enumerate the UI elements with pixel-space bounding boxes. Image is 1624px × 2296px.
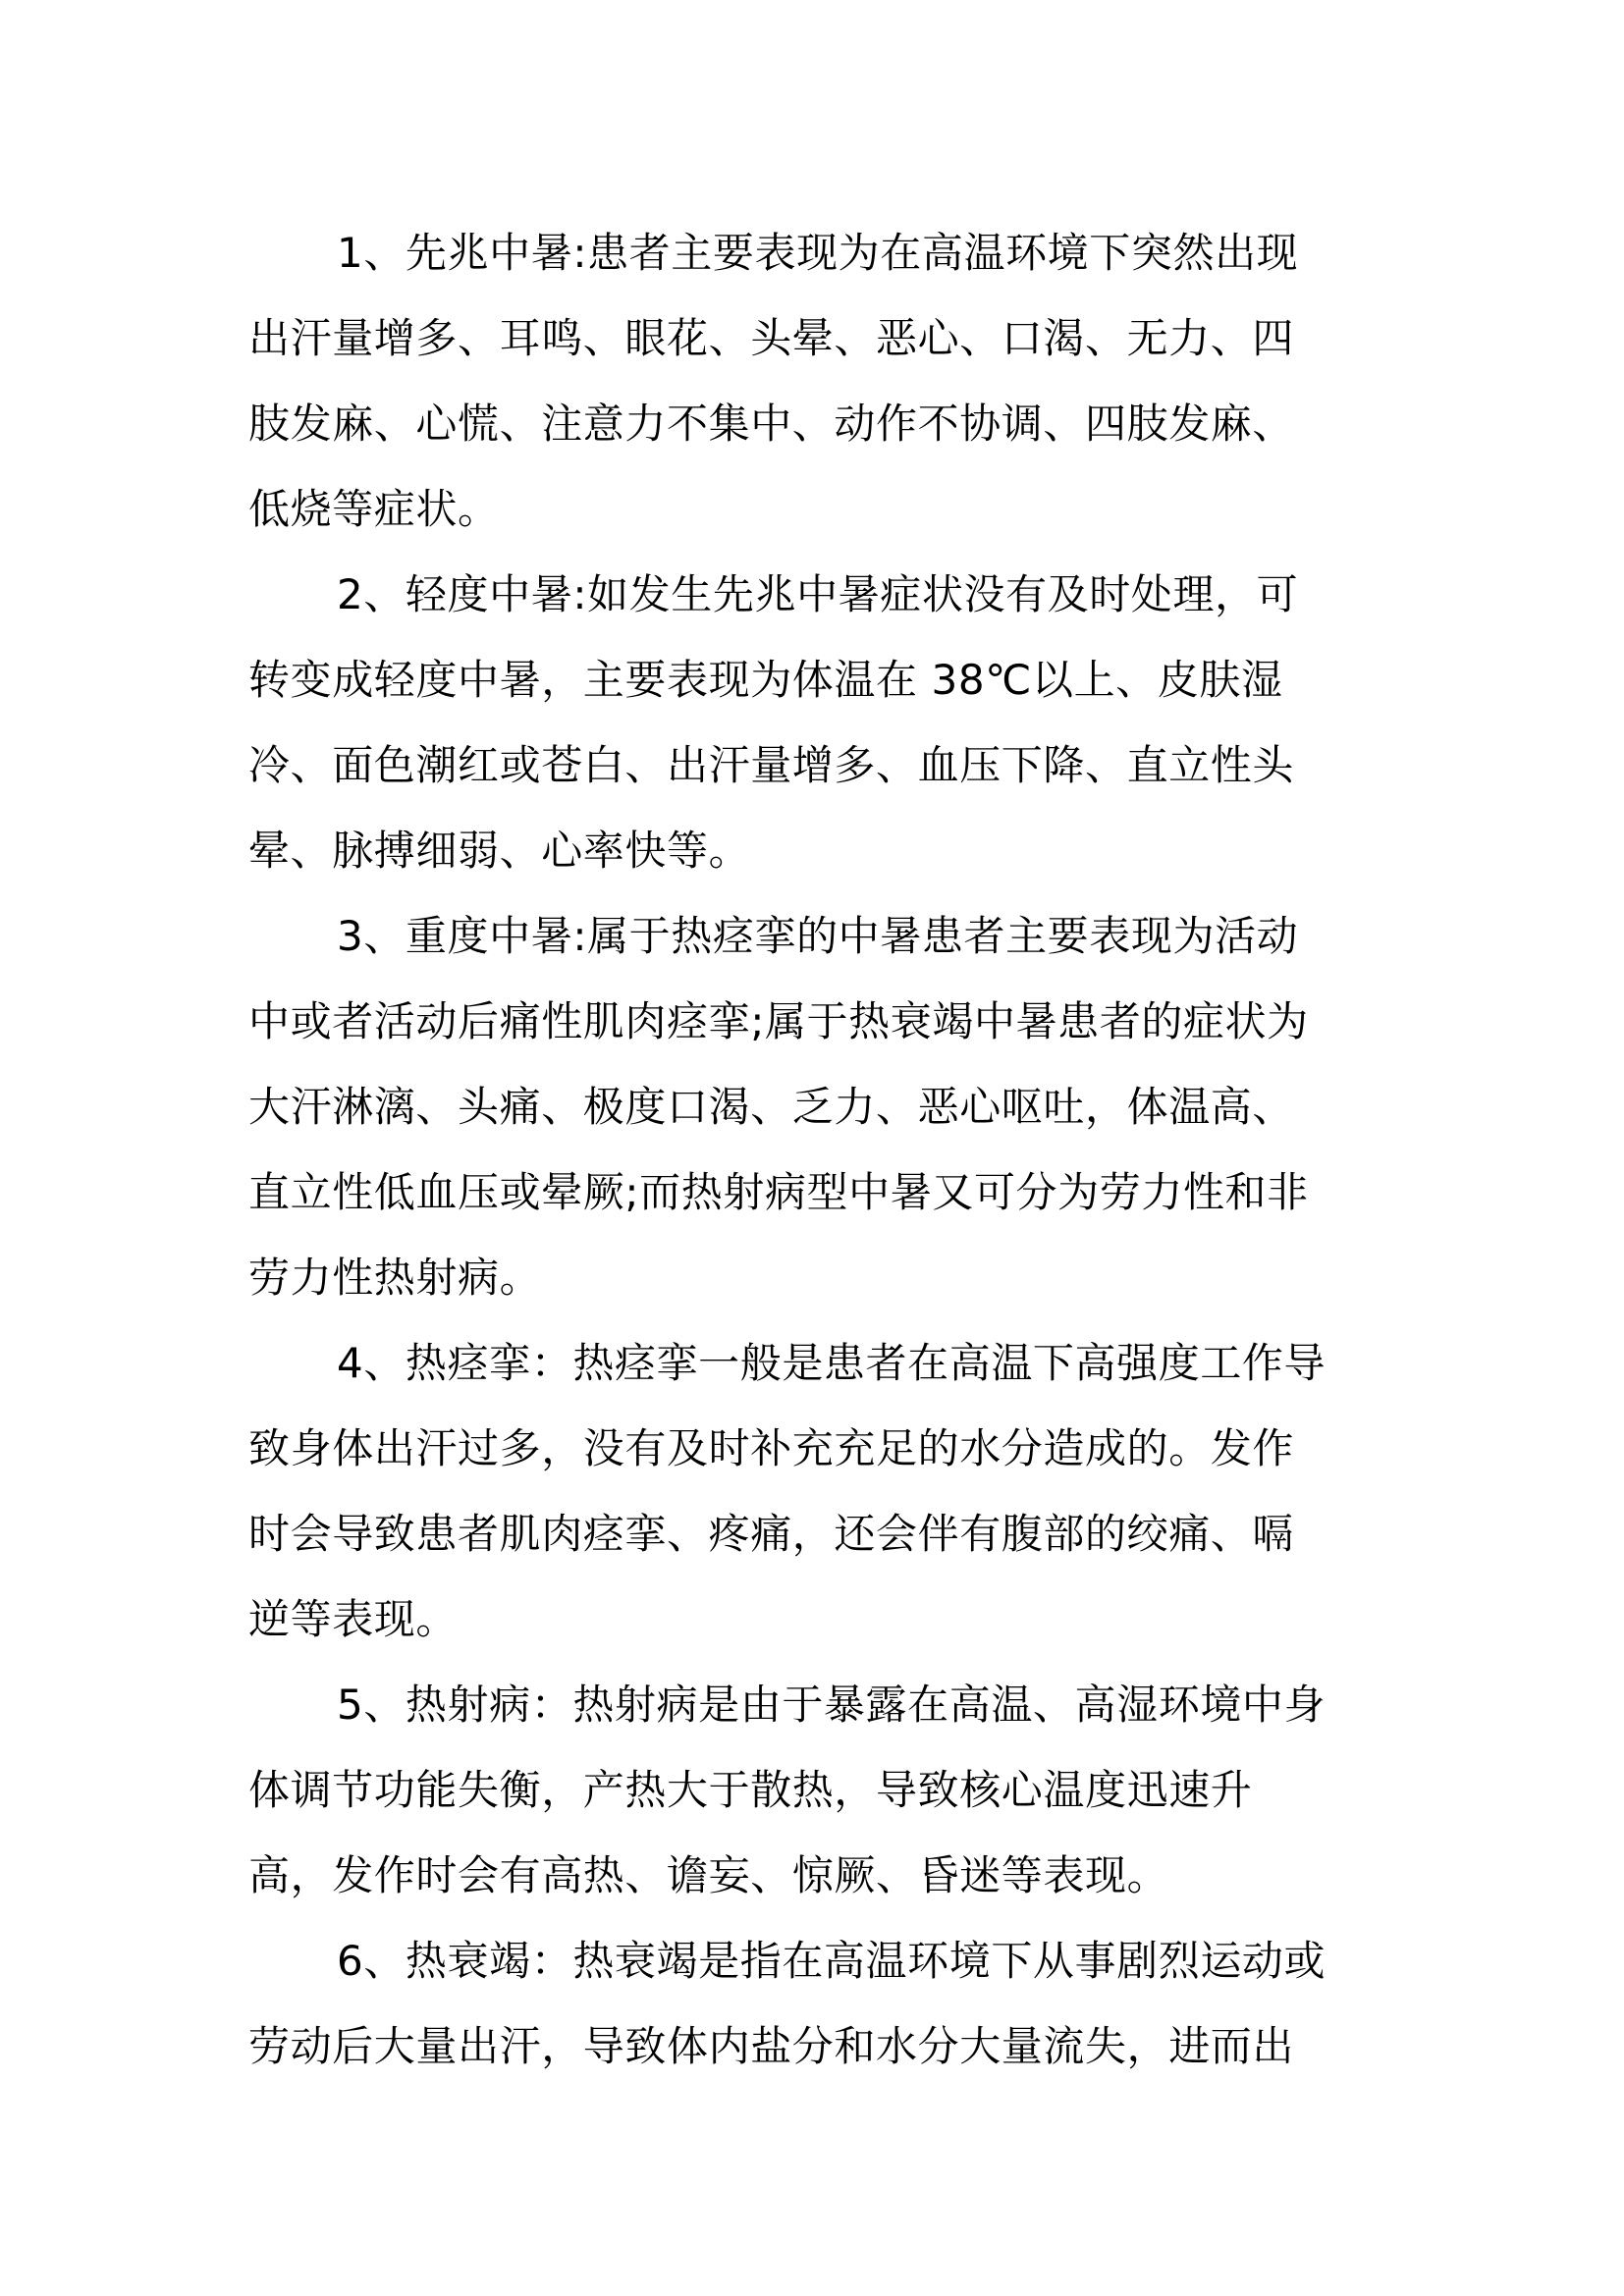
document-page: [248, 224, 1387, 2103]
paragraph-line: 2、轻度中暑:如发生先兆中暑症状没有及时处理，可: [337, 570, 1299, 618]
paragraph-line: 冷、面色潮红或苍白、出汗量增多、血压下降、直立性头: [248, 741, 1295, 789]
paragraph-5-heat-stroke: [248, 1676, 1387, 1932]
paragraph-line: 劳力性热射病。: [248, 1254, 542, 1302]
paragraph-line: 1、先兆中暑:患者主要表现为在高温环境下突然出现: [337, 229, 1299, 277]
paragraph-line: 体调节功能失衡，产热大于散热，导致核心温度迅速升: [248, 1766, 1253, 1814]
paragraph-1-prodromal-heatstroke: [248, 224, 1387, 565]
paragraph-line: 低烧等症状。: [248, 485, 500, 533]
paragraph-line: 逆等表现。: [248, 1595, 459, 1643]
paragraph-2-mild-heatstroke: [248, 565, 1387, 907]
paragraph-line: 致身体出汗过多，没有及时补充充足的水分造成的。发作: [248, 1424, 1295, 1472]
paragraph-line: 5、热射病：热射病是由于暴露在高温、高湿环境中身: [337, 1681, 1326, 1729]
paragraph-line: 晕、脉搏细弱、心率快等。: [248, 827, 751, 875]
paragraph-line: 出汗量增多、耳鸣、眼花、头晕、恶心、口渴、无力、四: [248, 314, 1295, 362]
paragraph-3-severe-heatstroke: [248, 907, 1387, 1334]
paragraph-line: 肢发麻、心慌、注意力不集中、动作不协调、四肢发麻、: [248, 400, 1295, 448]
paragraph-line: 大汗淋漓、头痛、极度口渴、乏力、恶心呕吐，体温高、: [248, 1083, 1295, 1131]
paragraph-line: 劳动后大量出汗，导致体内盐分和水分大量流失，进而出: [248, 2022, 1295, 2070]
paragraph-line: 4、热痉挛：热痉挛一般是患者在高温下高强度工作导: [337, 1339, 1326, 1387]
paragraph-line: 3、重度中暑:属于热痉挛的中暑患者主要表现为活动: [337, 912, 1299, 960]
paragraph-line: 时会导致患者肌肉痉挛、疼痛，还会伴有腹部的绞痛、嗝: [248, 1510, 1295, 1558]
paragraph-line: 6、热衰竭：热衰竭是指在高温环境下从事剧烈运动或: [337, 1937, 1326, 1985]
paragraph-line: 中或者活动后痛性肌肉痉挛;属于热衰竭中暑患者的症状为: [248, 997, 1309, 1045]
paragraph-4-heat-cramps: [248, 1334, 1387, 1676]
paragraph-line: 转变成轻度中暑，主要表现为体温在 38℃以上、皮肤湿: [248, 656, 1283, 704]
paragraph-6-heat-exhaustion: [248, 1932, 1387, 2103]
paragraph-line: 高，发作时会有高热、谵妄、惊厥、昏迷等表现。: [248, 1851, 1169, 1899]
paragraph-line: 直立性低血压或晕厥;而热射病型中暑又可分为劳力性和非: [248, 1168, 1309, 1216]
